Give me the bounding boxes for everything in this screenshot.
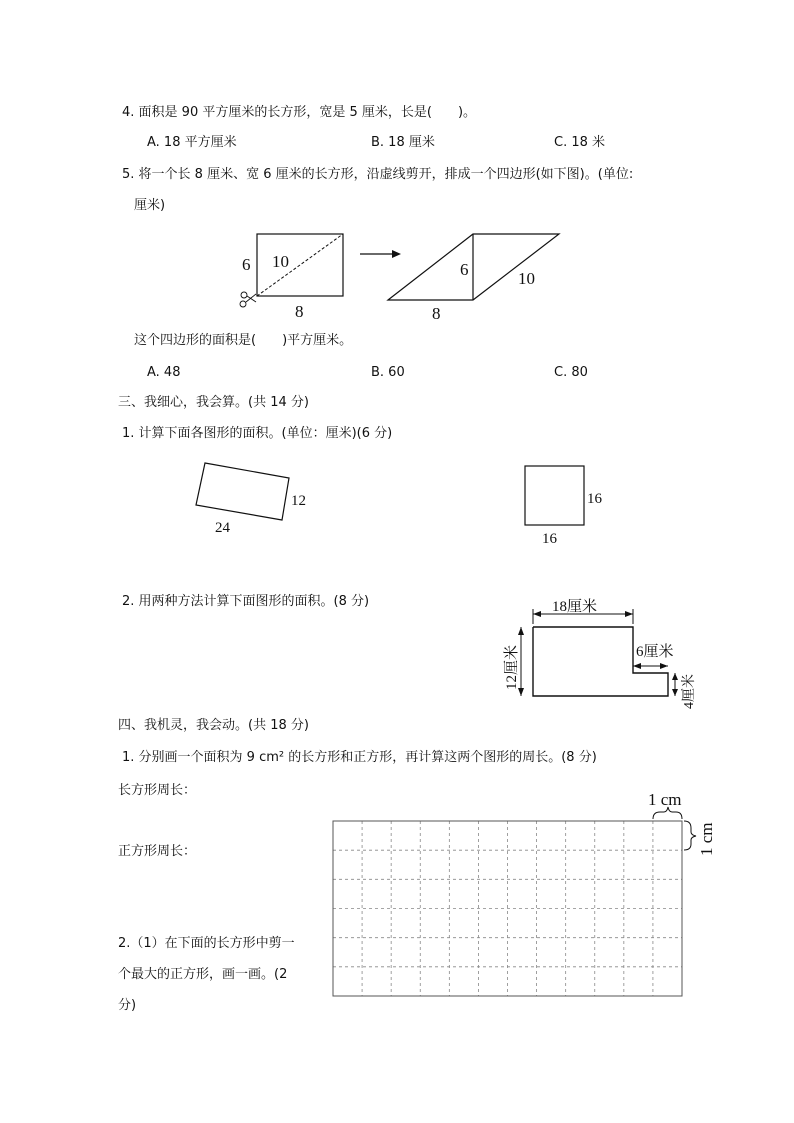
dim-right-label: 4厘米 — [682, 674, 697, 709]
q5-rect-width: 8 — [295, 302, 304, 321]
section4-q2-line3: 分) — [118, 998, 137, 1013]
section4-q2-line1: 2.（1）在下面的长方形中剪一 — [118, 936, 295, 951]
dim-top-label: 18厘米 — [552, 599, 598, 615]
q5-text-line1: 5. 将一个长 8 厘米、宽 6 厘米的长方形，沿虚线剪开，排成一个四边形(如下图)。(单位: — [122, 167, 634, 182]
grid-v-label: 1 cm — [697, 822, 716, 856]
section4-q1-text: 1. 分别画一个面积为 9 cm² 的长方形和正方形，再计算这两个图形的周长。(8 分) — [122, 750, 597, 765]
q5-rect-height: 6 — [242, 255, 251, 274]
q5-para-height: 6 — [460, 260, 469, 279]
q5-text-line2: 厘米) — [134, 198, 166, 213]
square-side-label: 16 — [587, 491, 602, 507]
scissors-icon — [240, 292, 256, 307]
section4-q2-line2: 个最大的正方形，画一画。(2 — [118, 967, 288, 982]
q5-para-side: 10 — [518, 269, 535, 288]
section4-title: 四、我机灵，我会动。(共 18 分) — [118, 718, 309, 733]
q5-figure — [0, 220, 794, 350]
section3-q2-text: 2. 用两种方法计算下面图形的面积。(8 分) — [122, 594, 370, 609]
q5-option-c[interactable]: C. 80 — [554, 365, 588, 380]
q4-option-b[interactable]: B. 18 厘米 — [371, 135, 435, 150]
dim-step-label: 6厘米 — [636, 644, 674, 660]
square-perimeter-label: 正方形周长： — [118, 844, 197, 859]
tilted-rect-bottom-label: 24 — [215, 520, 230, 536]
tilted-rect-side-label: 12 — [291, 493, 306, 509]
q4-text: 4. 面积是 90 平方厘米的长方形，宽是 5 厘米，长是( )。 — [122, 105, 477, 120]
dim-left-label: 12厘米 — [504, 644, 520, 690]
q5-para-base: 8 — [432, 304, 441, 323]
square-bottom-label: 16 — [542, 531, 557, 547]
q5-rect-diagonal: 10 — [272, 252, 289, 271]
section3-title: 三、我细心，我会算。(共 14 分) — [118, 395, 309, 410]
q5-cut-line — [257, 234, 343, 296]
rect-perimeter-label: 长方形周长： — [118, 783, 197, 798]
grid-h-label: 1 cm — [648, 790, 682, 809]
section3-q1-figures — [0, 455, 794, 555]
section3-q1-text: 1. 计算下面各图形的面积。(单位：厘米)(6 分) — [122, 426, 393, 441]
l-shape — [533, 627, 668, 696]
square — [525, 466, 584, 525]
brace-vertical-icon — [684, 821, 696, 850]
q5-option-a[interactable]: A. 48 — [147, 365, 181, 380]
section3-q2-figure — [0, 590, 794, 720]
grid-paper[interactable] — [0, 790, 794, 990]
tilted-rectangle — [196, 463, 289, 520]
q4-option-a[interactable]: A. 18 平方厘米 — [147, 135, 237, 150]
q5-option-b[interactable]: B. 60 — [371, 365, 405, 380]
q4-option-c[interactable]: C. 18 米 — [554, 135, 606, 150]
q5-question: 这个四边形的面积是( )平方厘米。 — [134, 333, 353, 348]
